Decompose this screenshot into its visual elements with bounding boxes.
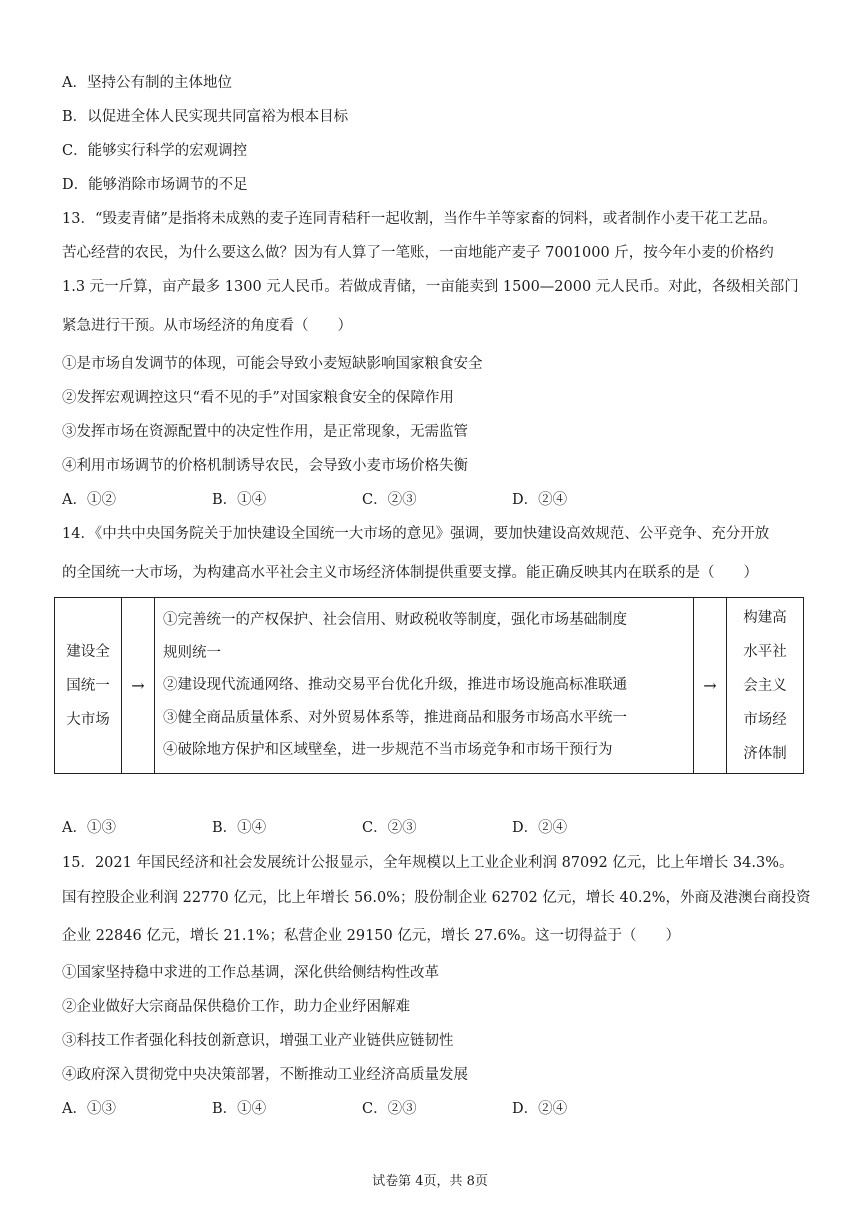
q13-stem-line: 13．“毁麦青储”是指将未成熟的麦子连同青秸秆一起收割，当作牛羊等家畜的饲料，或者制作小麦干花工艺品。 bbox=[62, 211, 777, 227]
q13-statement: ③发挥市场在资源配置中的决定性作用，是正常现象，无需监管 bbox=[62, 424, 468, 440]
flow-right-text: 会主义 bbox=[743, 677, 787, 694]
q14-choice-d[interactable]: D．②④ bbox=[512, 820, 568, 836]
q13-statement: ②发挥宏观调控这只“看不见的手”对国家粮食安全的保障作用 bbox=[62, 390, 454, 406]
q15-statement: ④政府深入贯彻党中央决策部署，不断推动工业经济高质量发展 bbox=[62, 1067, 468, 1083]
q12-option-c: C．能够实行科学的宏观调控 bbox=[62, 143, 248, 159]
q14-flow-table bbox=[54, 597, 804, 774]
q13-choice-b[interactable]: B．①④ bbox=[212, 492, 267, 508]
q15-choice-b[interactable]: B．①④ bbox=[212, 1101, 267, 1117]
q15-stem-line: 国有控股企业利润 22770 亿元，比上年增长 56.0%；股份制企业 62702 亿元，增长 40.2%，外商及港澳台商投资 bbox=[62, 890, 811, 906]
q13-stem-line: 紧急进行干预。从市场经济的角度看（ ） bbox=[62, 318, 352, 334]
flow-item: ①完善统一的产权保护、社会信用、财政税收等制度，强化市场基础制度 bbox=[163, 612, 627, 629]
flow-item: ③健全商品质量体系、对外贸易体系等，推进商品和服务市场高水平统一 bbox=[163, 709, 627, 726]
flow-items-cell bbox=[155, 598, 694, 774]
q13-stem-line: 苦心经营的农民，为什么要这么做？因为有人算了一笔账，一亩地能产麦子 7001000 斤，按今年小麦的价格约 bbox=[62, 245, 774, 261]
q12-option-a: A．坚持公有制的主体地位 bbox=[62, 75, 232, 91]
q15-choice-a[interactable]: A．①③ bbox=[62, 1101, 116, 1117]
q14-choice-c[interactable]: C．②③ bbox=[362, 820, 417, 836]
flow-item: ④破除地方保护和区域壁垒，进一步规范不当市场竞争和市场干预行为 bbox=[163, 742, 613, 759]
q14-choice-b[interactable]: B．①④ bbox=[212, 820, 267, 836]
flow-right-text: 市场经 bbox=[743, 711, 787, 728]
flow-item: 规则统一 bbox=[163, 644, 221, 661]
q13-choice-d[interactable]: D．②④ bbox=[512, 492, 568, 508]
q13-choice-c[interactable]: C．②③ bbox=[362, 492, 417, 508]
q15-choice-d[interactable]: D．②④ bbox=[512, 1101, 568, 1117]
q13-statement: ④利用市场调节的价格机制诱导农民，会导致小麦市场价格失衡 bbox=[62, 458, 468, 474]
q13-stem-line: 1.3 元一斤算，亩产最多 1300 元人民币。若做成青储，一亩能卖到 1500—2000 元人民币。对此，各级相关部门 bbox=[62, 279, 799, 295]
q14-stem-line: 14．《中共中央国务院关于加快建设全国统一大市场的意见》强调，要加快建设高效规范、公平竞争、充分开放 bbox=[62, 526, 770, 542]
flow-arrow-left: → bbox=[122, 598, 155, 774]
q13-statement: ①是市场自发调节的体现，可能会导致小麦短缺影响国家粮食安全 bbox=[62, 356, 483, 372]
q12-option-b: B．以促进全体人民实现共同富裕为根本目标 bbox=[62, 109, 349, 125]
q12-option-d: D．能够消除市场调节的不足 bbox=[62, 177, 248, 193]
q15-statement: ②企业做好大宗商品保供稳价工作，助力企业纾困解难 bbox=[62, 999, 410, 1015]
q15-choice-c[interactable]: C．②③ bbox=[362, 1101, 417, 1117]
q15-stem-line: 15．2021 年国民经济和社会发展统计公报显示，全年规模以上工业企业利润 87092 亿元，比上年增长 34.3%。 bbox=[62, 855, 794, 871]
flow-left-text: 建设全 bbox=[66, 643, 110, 660]
flow-left-cell bbox=[55, 598, 122, 774]
flow-left-text: 国统一 bbox=[66, 677, 110, 694]
q15-statement: ①国家坚持稳中求进的工作总基调，深化供给侧结构性改革 bbox=[62, 965, 439, 981]
q15-stem-line: 企业 22846 亿元，增长 21.1%；私营企业 29150 亿元，增长 27.6%。这一切得益于（ ） bbox=[62, 928, 681, 944]
flow-item: ②建设现代流通网络、推动交易平台优化升级，推进市场设施高标准联通 bbox=[163, 677, 627, 694]
flow-right-text: 构建高 bbox=[743, 609, 787, 626]
q14-stem-line: 的全国统一大市场，为构建高水平社会主义市场经济体制提供重要支撑。能正确反映其内在联系的是（ ） bbox=[62, 565, 758, 581]
flow-right-text: 水平社 bbox=[743, 643, 787, 660]
q13-choice-a[interactable]: A．①② bbox=[62, 492, 116, 508]
flow-right-text: 济体制 bbox=[743, 745, 787, 762]
flow-left-text: 大市场 bbox=[66, 711, 110, 728]
page-footer: 试卷第 4页，共 8页 bbox=[372, 1174, 488, 1189]
flow-arrow-right: → bbox=[694, 598, 727, 774]
q14-choice-a[interactable]: A．①③ bbox=[62, 820, 116, 836]
q15-statement: ③科技工作者强化科技创新意识，增强工业产业链供应链韧性 bbox=[62, 1033, 454, 1049]
flow-right-cell bbox=[727, 598, 804, 774]
